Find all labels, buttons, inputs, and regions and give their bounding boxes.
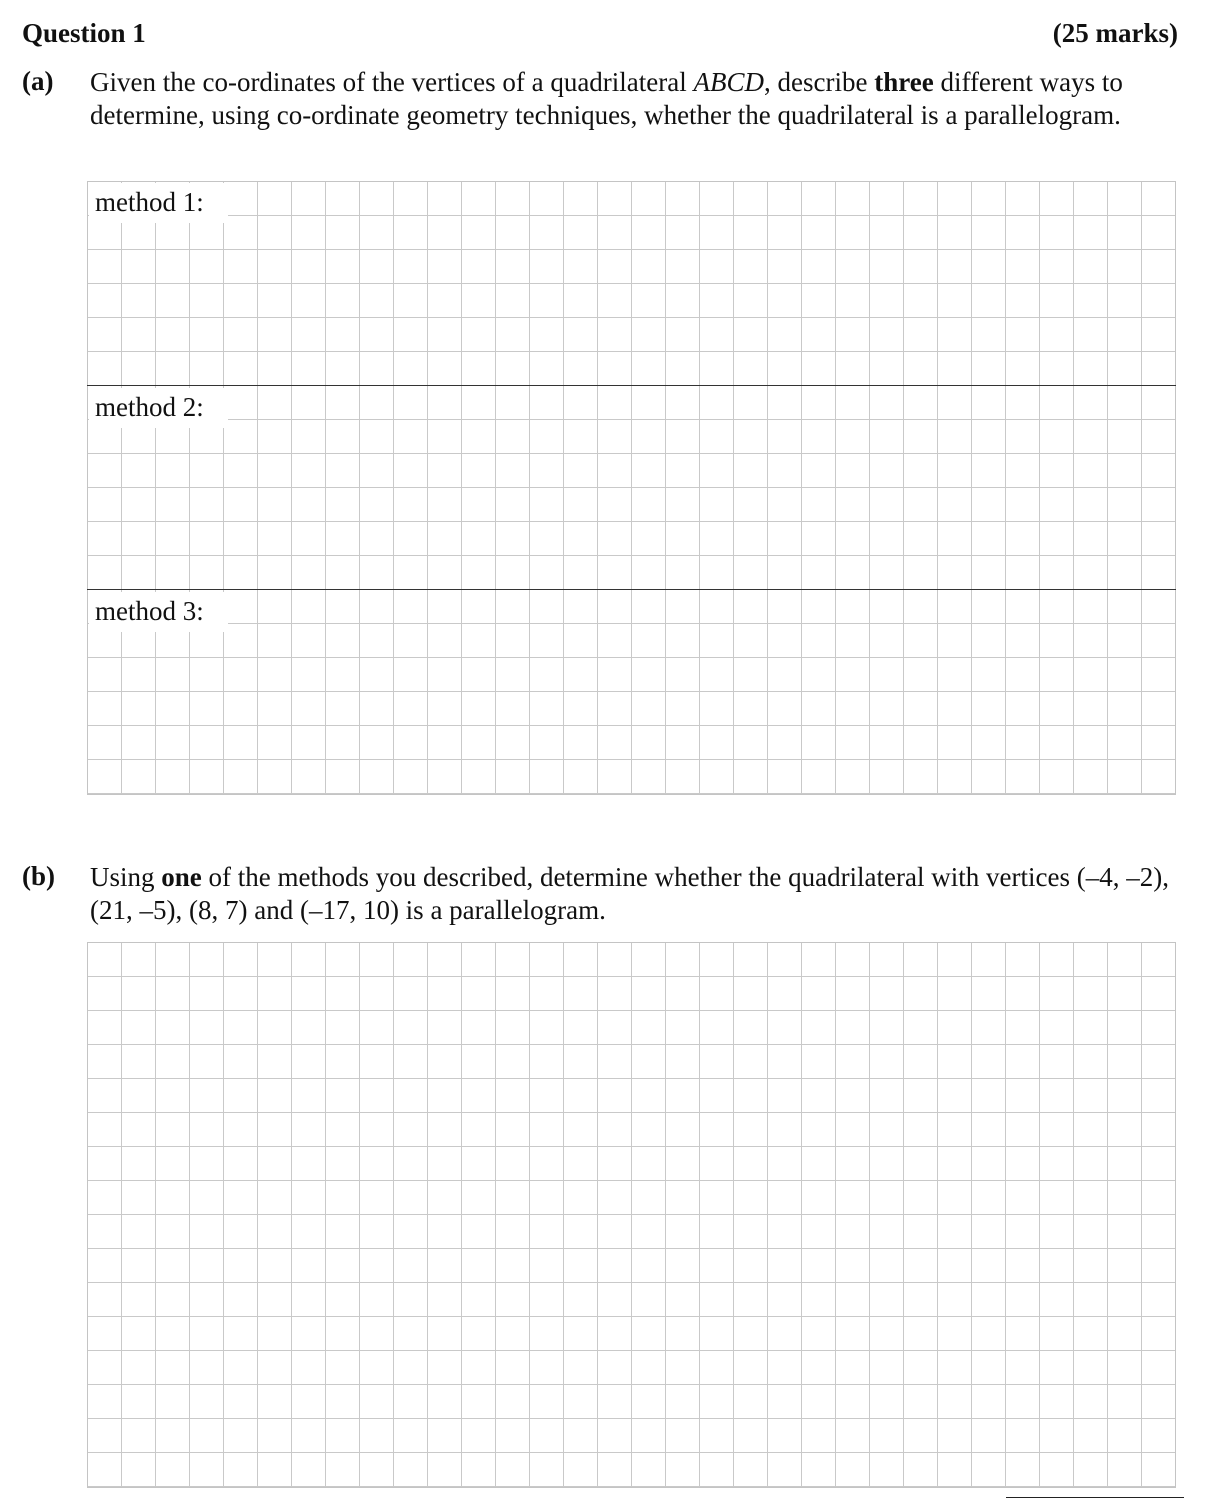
part-a-text-3: different ways to determine, using co-ordinate geometry techniques, whether the quadrilateral is a parallelogram. — [90, 67, 1123, 130]
part-a-italic-abcd: ABCD — [693, 67, 764, 97]
part-b-label: (b) — [22, 861, 55, 891]
part-b-text — [90, 861, 1180, 927]
part-b-answer-grid[interactable] — [87, 942, 1176, 1488]
part-a-bold-three: three — [874, 67, 934, 97]
part-a-label: (a) — [22, 66, 54, 96]
question-marks: (25 marks) — [1052, 18, 1178, 48]
method-2-label: method 2: — [89, 388, 228, 428]
method-2-box[interactable] — [87, 386, 1176, 590]
part-a-text-2: , describe — [764, 67, 875, 97]
method-1-box[interactable] — [87, 181, 1176, 385]
part-b-bold-one: one — [161, 862, 202, 892]
question-title: Question 1 — [22, 18, 146, 48]
part-b-text-2: of the methods you described, determine whether the quadrilateral with vertices (–4, –2), (21, –5), (8, 7) and (–17, 10) is a parallelogram. — [90, 862, 1169, 925]
method-3-box[interactable] — [87, 590, 1176, 794]
part-b-text-1: Using — [90, 862, 162, 892]
bottom-rule — [1006, 1497, 1184, 1498]
part-a-text-1: Given the co-ordinates of the vertices of a quadrilateral — [90, 67, 694, 97]
part-a-text — [90, 66, 1180, 132]
method-3-label: method 3: — [89, 592, 228, 632]
method-1-label: method 1: — [89, 183, 228, 223]
